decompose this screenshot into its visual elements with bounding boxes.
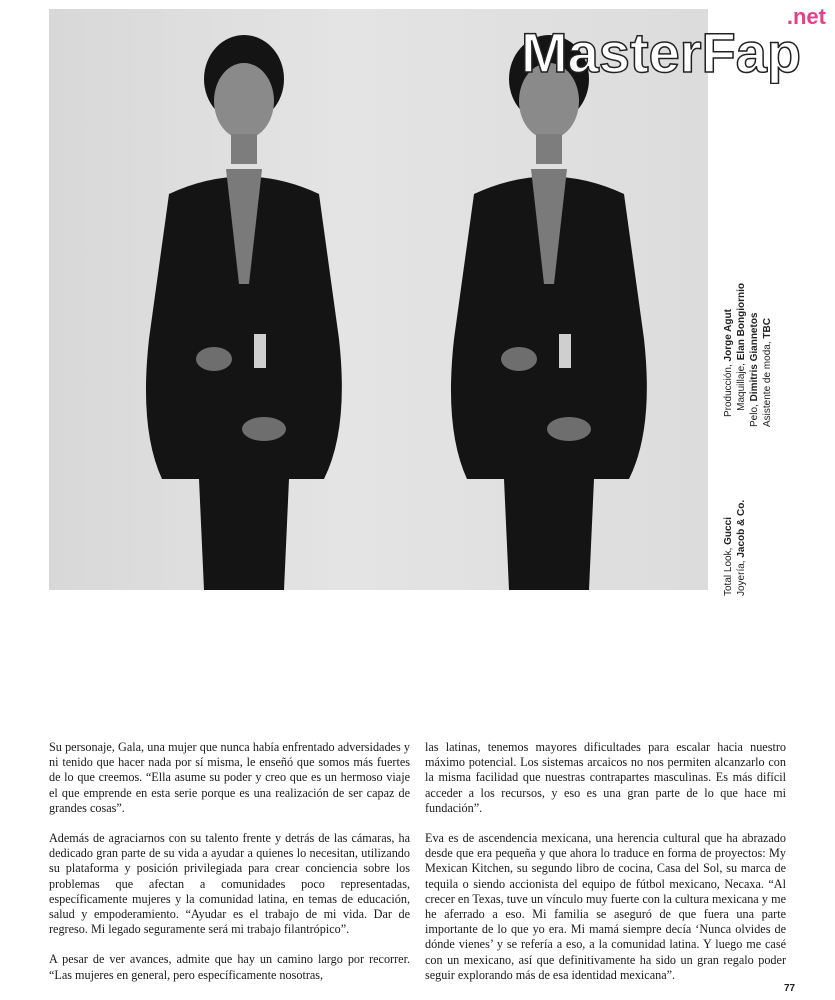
credit-hair-label: Pelo, [749, 401, 760, 427]
credit-total-look-brand: Gucci [723, 517, 734, 545]
page-number: 77 [784, 983, 796, 994]
credit-total-look-label: Total Look, [723, 544, 734, 596]
photo-credits [722, 283, 774, 596]
watermark-main: MasterFap [521, 21, 802, 84]
photo-spread [49, 9, 708, 590]
credit-fashion-assistant-name: TBC [762, 318, 773, 339]
article-column-right [425, 740, 786, 998]
credit-makeup-name: Elan Bongiornio [736, 283, 747, 361]
credit-production-name: Jorge Agut [723, 309, 734, 362]
article-paragraph: Eva es de ascendencia mexicana, una herencia cultural que ha abrazado desde que era pequeña y que ahora lo traduce en forma de proyectos: My Mexican Kitchen, su segundo libro de cocina, Casa del Sol, su marca de tequila o siendo accionista del equipo de fútbol mexicano, Necaxa. “Al crecer en Texas, tuve un vínculo muy fuerte con la cultura mexicana y me he aferrado a eso. Mi familia se aseguró de que fuera una parte importante de lo que yo era. Mi mamá siempre decía ‘Nunca olvides de dónde vienes’ y se refería a eso, a la comunidad latina. Y luego me casé con un mexicano, así que definitivamente ha sido un gran regalo poder seguir explorando más de esa identidad mexicana”. [425, 831, 786, 982]
article-paragraph: Además de agraciarnos con su talento frente y detrás de las cámaras, ha dedicado gran parte de su vida a ayudar a quienes lo necesitan, utilizando su plataforma y posición privilegiada para crear conciencia sobre los problemas que afectan a comunidades poco representadas, específicamente mujeres y la comunidad latina, en temas de educación, salud y empoderamiento. “Ayudar es el trabajo de mi vida. Dar de regreso. Mi legado seguramente será mi trabajo filantrópico”. [49, 831, 410, 937]
credit-makeup-label: Maquillaje, [736, 360, 747, 411]
watermark-logo [521, 4, 831, 84]
credit-production-label: Producción, [723, 361, 734, 418]
watermark-suffix: .net [786, 4, 826, 29]
article-column-left [49, 740, 410, 998]
portrait-figure-right [419, 9, 679, 590]
article-paragraph: A pesar de ver avances, admite que hay un camino largo por recorrer. “Las mujeres en general, pero específicamente nosotras, [49, 952, 410, 982]
credit-fashion-assistant-label: Asistente de moda, [762, 338, 773, 427]
credit-jewelry-brand: Jacob & Co. [736, 499, 747, 558]
article-paragraph: las latinas, tenemos mayores dificultades para escalar hacia nuestro máximo potencial. Los sistemas arcaicos no nos permiten alcanzarlo con la misma facilidad que nuestras contrapartes masculinas. Es más difícil acceder a los recursos, y eso es una gran parte de lo que hace mi fundación”. [425, 740, 786, 815]
credit-jewelry-label: Joyería, [736, 557, 747, 596]
portrait-figure-left [114, 9, 374, 590]
credit-hair-name: Dimitris Giannetos [749, 312, 760, 402]
article-paragraph: Su personaje, Gala, una mujer que nunca había enfrentado adversidades y ni tenido que hacer nada por sí misma, le enseñó que somos más fuertes de lo que creemos. “Ella asume su poder y creo que es un hermoso viaje el que emprende en esta serie porque es una realización de ser capaz de grandes cosas”. [49, 740, 410, 815]
